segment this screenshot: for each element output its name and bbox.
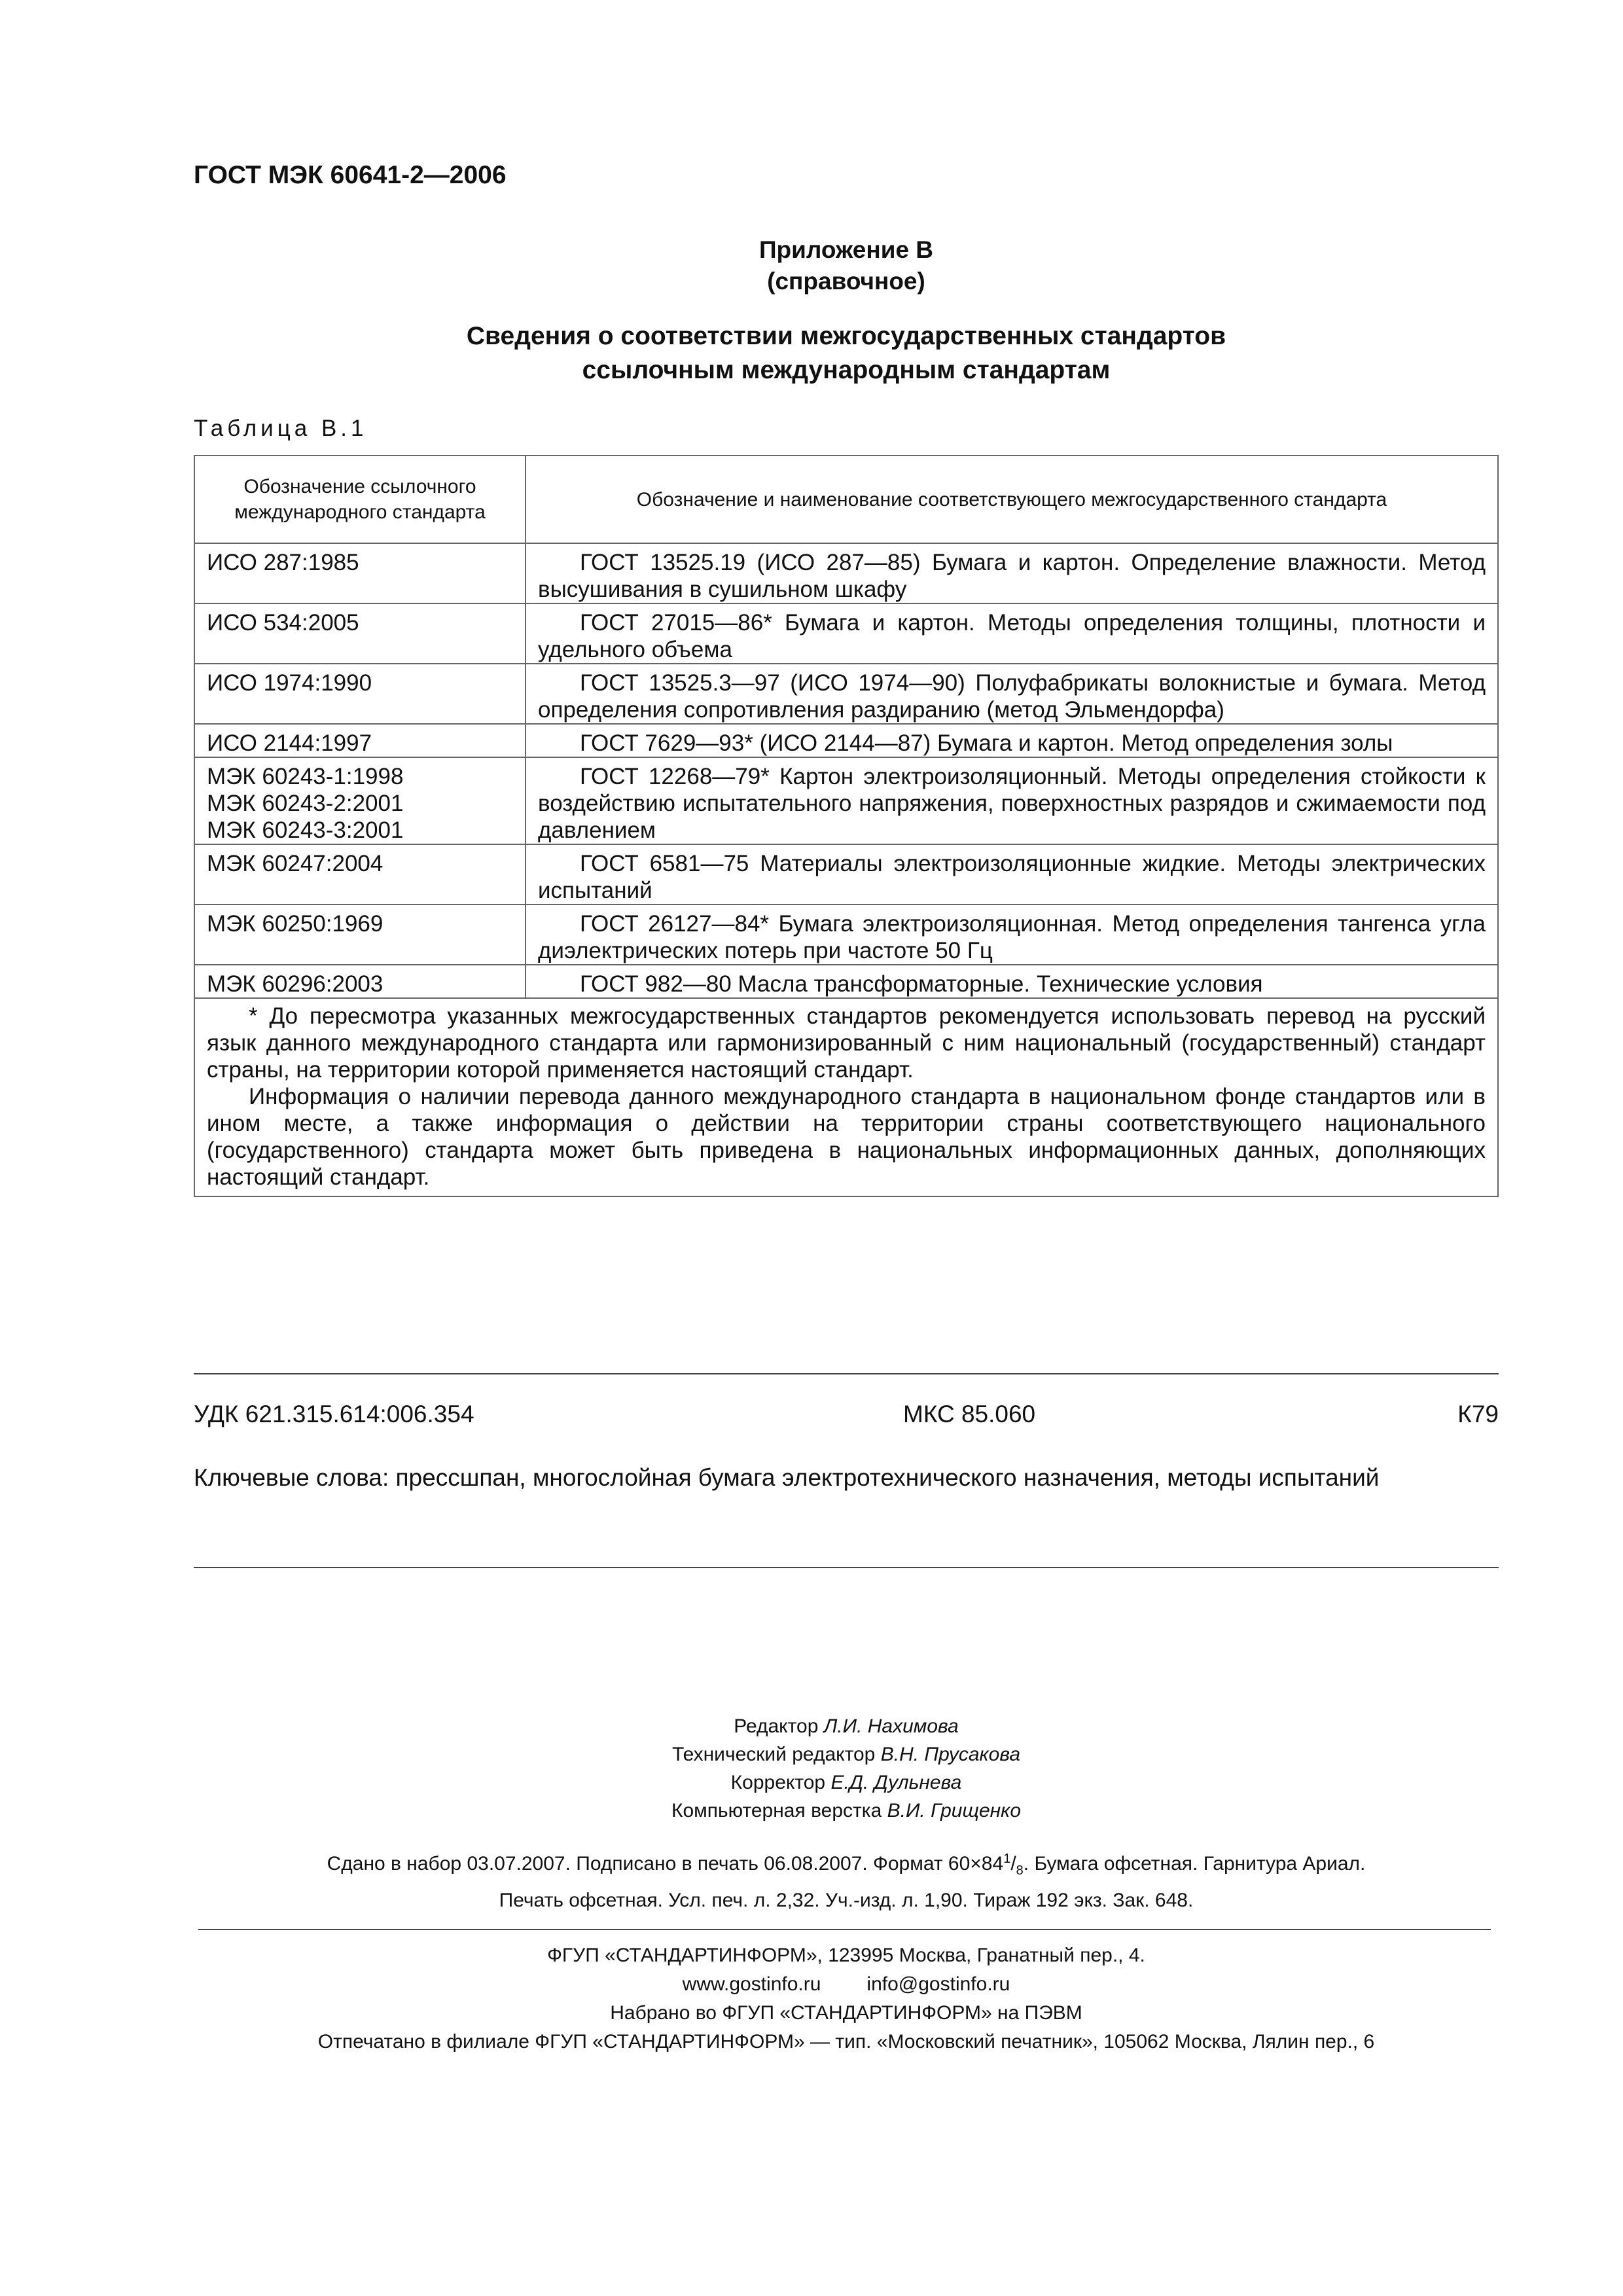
print-info-line1-b: . Бумага офсетная. Гарнитура Ариал. xyxy=(1023,1853,1366,1874)
table-row xyxy=(194,664,1498,724)
ref-standard: ИСО 534:2005 xyxy=(207,610,359,636)
ref-standard-cell xyxy=(194,603,526,664)
print-info-line2: Печать офсетная. Усл. печ. л. 2,32. Уч.-изд. л. 1,90. Тираж 192 экз. Зак. 648. xyxy=(499,1890,1194,1911)
ref-standard: МЭК 60243-2:2001 xyxy=(207,791,404,816)
credit-role: Компьютерная верстка xyxy=(671,1800,882,1821)
print-info xyxy=(194,1844,1499,1916)
interstate-standard: ГОСТ 26127—84* Бумага электроизоляционная. Метод определения тангенса угла диэлектрических потерь при частоте 50 Гц xyxy=(538,911,1486,963)
table-header-row xyxy=(194,456,1498,543)
standard-code: ГОСТ МЭК 60641-2—2006 xyxy=(194,161,507,189)
table-note-row xyxy=(194,998,1498,1196)
appendix-title-line2: ссылочным международным стандартам xyxy=(582,356,1111,384)
ref-standard-cell xyxy=(194,664,526,724)
ref-standard: МЭК 60243-1:1998 xyxy=(207,764,404,789)
ref-standard-cell xyxy=(194,965,526,998)
divider-top xyxy=(194,1373,1499,1374)
table-row xyxy=(194,844,1498,905)
ref-standard-cell xyxy=(194,724,526,757)
credit-line xyxy=(194,1712,1499,1740)
interstate-standard-cell xyxy=(526,724,1498,757)
publisher-contacts xyxy=(194,1970,1499,1999)
interstate-standard: ГОСТ 982—80 Масла трансформаторные. Технические условия xyxy=(580,971,1263,997)
ref-standard: ИСО 1974:1990 xyxy=(207,670,372,696)
credit-role: Корректор xyxy=(730,1772,826,1793)
ref-standard-cell xyxy=(194,905,526,965)
credit-name: В.Н. Прусакова xyxy=(880,1744,1021,1765)
interstate-standard: ГОСТ 7629—93* (ИСО 2144—87) Бумага и картон. Метод определения золы xyxy=(580,730,1393,756)
interstate-standard-cell xyxy=(526,905,1498,965)
appendix-heading xyxy=(194,234,1499,297)
publisher-email[interactable]: info@gostinfo.ru xyxy=(866,1973,1010,1995)
table-row xyxy=(194,757,1498,844)
publisher-printed: Отпечатано в филиале ФГУП «СТАНДАРТИНФОРМ» — тип. «Московский печатник», 105062 Москва, Лялин пер., 6 xyxy=(317,2031,1375,2053)
mks-code: МКС 85.060 xyxy=(903,1401,1036,1427)
interstate-standard-cell xyxy=(526,965,1498,998)
keywords: Ключевые слова: прессшпан, многослойная бумага электротехнического назначения, методы испытаний xyxy=(194,1464,1380,1491)
table-note-1: * До пересмотра указанных межгосударственных стандартов рекомендуется использовать перевод на русский язык данного международного стандарта или гармонизированный с ним национальный (государственный) стандарт страны, на территории которой применяется настоящий стандарт. xyxy=(207,1003,1486,1083)
format-denominator: 8 xyxy=(1016,1863,1024,1878)
interstate-standard: ГОСТ 6581—75 Материалы электроизоляционные жидкие. Методы электрических испытаний xyxy=(538,851,1486,903)
category-code: К79 xyxy=(1457,1401,1499,1427)
credit-role: Редактор xyxy=(734,1715,819,1737)
interstate-standard-cell xyxy=(526,603,1498,664)
format-numerator: 1 xyxy=(1003,1852,1011,1866)
interstate-standard: ГОСТ 27015—86* Бумага и картон. Методы определения толщины, плотности и удельного объема xyxy=(538,610,1486,662)
credit-line xyxy=(194,1740,1499,1768)
ref-standard-cell xyxy=(194,757,526,844)
table-note xyxy=(194,998,1498,1196)
header-col2: Обозначение и наименование соответствующего межгосударственного стандарта xyxy=(526,456,1498,543)
table-row xyxy=(194,965,1498,998)
ref-standard: МЭК 60247:2004 xyxy=(207,851,383,876)
interstate-standard-cell xyxy=(526,664,1498,724)
ref-standard-cell xyxy=(194,844,526,905)
udk-code: УДК 621.315.614:006.354 xyxy=(194,1401,474,1427)
credit-line xyxy=(194,1768,1499,1797)
table-row xyxy=(194,543,1498,603)
table-body xyxy=(194,543,1498,998)
interstate-standard-cell xyxy=(526,844,1498,905)
ref-standard: МЭК 60243-3:2001 xyxy=(207,817,404,843)
appendix-kind: (справочное) xyxy=(767,268,925,295)
table-caption: Таблица В.1 xyxy=(194,416,368,441)
ref-standard: МЭК 60250:1969 xyxy=(207,911,383,937)
divider-bottom xyxy=(198,1929,1491,1930)
interstate-standard: ГОСТ 13525.3—97 (ИСО 1974—90) Полуфабрикаты волокнистые и бумага. Метод определения сопротивления раздиранию (метод Эльмендорфа) xyxy=(538,670,1486,723)
credit-name: В.И. Грищенко xyxy=(887,1800,1022,1821)
credit-role: Технический редактор xyxy=(671,1744,876,1765)
divider-keywords xyxy=(194,1567,1499,1568)
appendix-title xyxy=(194,319,1499,387)
interstate-standard: ГОСТ 13525.19 (ИСО 287—85) Бумага и картон. Определение влажности. Метод высушивания в сушильном шкафу xyxy=(538,550,1486,602)
ref-standard: ИСО 287:1985 xyxy=(207,550,359,575)
table-note-2: Информация о наличии перевода данного международного стандарта в национальном фонде стандартов или в ином месте, а также информация о действии на территории страны соответствующего национального (государственного) стандарта может быть приведена в национальных информационных данных, дополняющих настоящий стандарт. xyxy=(207,1084,1486,1190)
appendix-label: Приложение В xyxy=(758,236,934,263)
print-info-line1: Сдано в набор 03.07.2007. Подписано в печать 06.08.2007. Формат $60\times 84^1/_8$. Бумага офсетная. Гарнитура Ариал. xyxy=(327,1852,1366,1878)
print-info-line1-a: Сдано в набор 03.07.2007. Подписано в печать 06.08.2007. Формат 60×84 xyxy=(327,1853,1004,1874)
credit-name: Е.Д. Дульнева xyxy=(830,1772,962,1793)
editorial-credits xyxy=(194,1712,1499,1825)
header-col1: Обозначение ссылочного международного стандарта xyxy=(194,456,526,543)
ref-standard-cell xyxy=(194,543,526,603)
appendix-title-line1: Сведения о соответствии межгосударственных стандартов xyxy=(466,322,1226,350)
publisher-typeset: Набрано во ФГУП «СТАНДАРТИНФОРМ» на ПЭВМ xyxy=(610,2002,1082,2024)
table-row xyxy=(194,603,1498,664)
publisher-address: ФГУП «СТАНДАРТИНФОРМ», 123995 Москва, Гранатный пер., 4. xyxy=(547,1945,1145,1966)
table-row xyxy=(194,724,1498,757)
interstate-standard-cell xyxy=(526,543,1498,603)
interstate-standard: ГОСТ 12268—79* Картон электроизоляционный. Методы определения стойкости к воздействию испытательного напряжения, поверхностных разрядов и сжимаемости под давлением xyxy=(538,764,1486,843)
interstate-standard-cell xyxy=(526,757,1498,844)
publisher-website[interactable]: www.gostinfo.ru xyxy=(682,1973,821,1995)
table-row xyxy=(194,905,1498,965)
ref-standard: ИСО 2144:1997 xyxy=(207,730,372,756)
ref-standard: МЭК 60296:2003 xyxy=(207,971,383,997)
credit-name: Л.И. Нахимова xyxy=(823,1715,959,1737)
publisher-info xyxy=(194,1941,1499,2056)
credit-line xyxy=(194,1797,1499,1825)
correspondence-table xyxy=(194,455,1499,1197)
